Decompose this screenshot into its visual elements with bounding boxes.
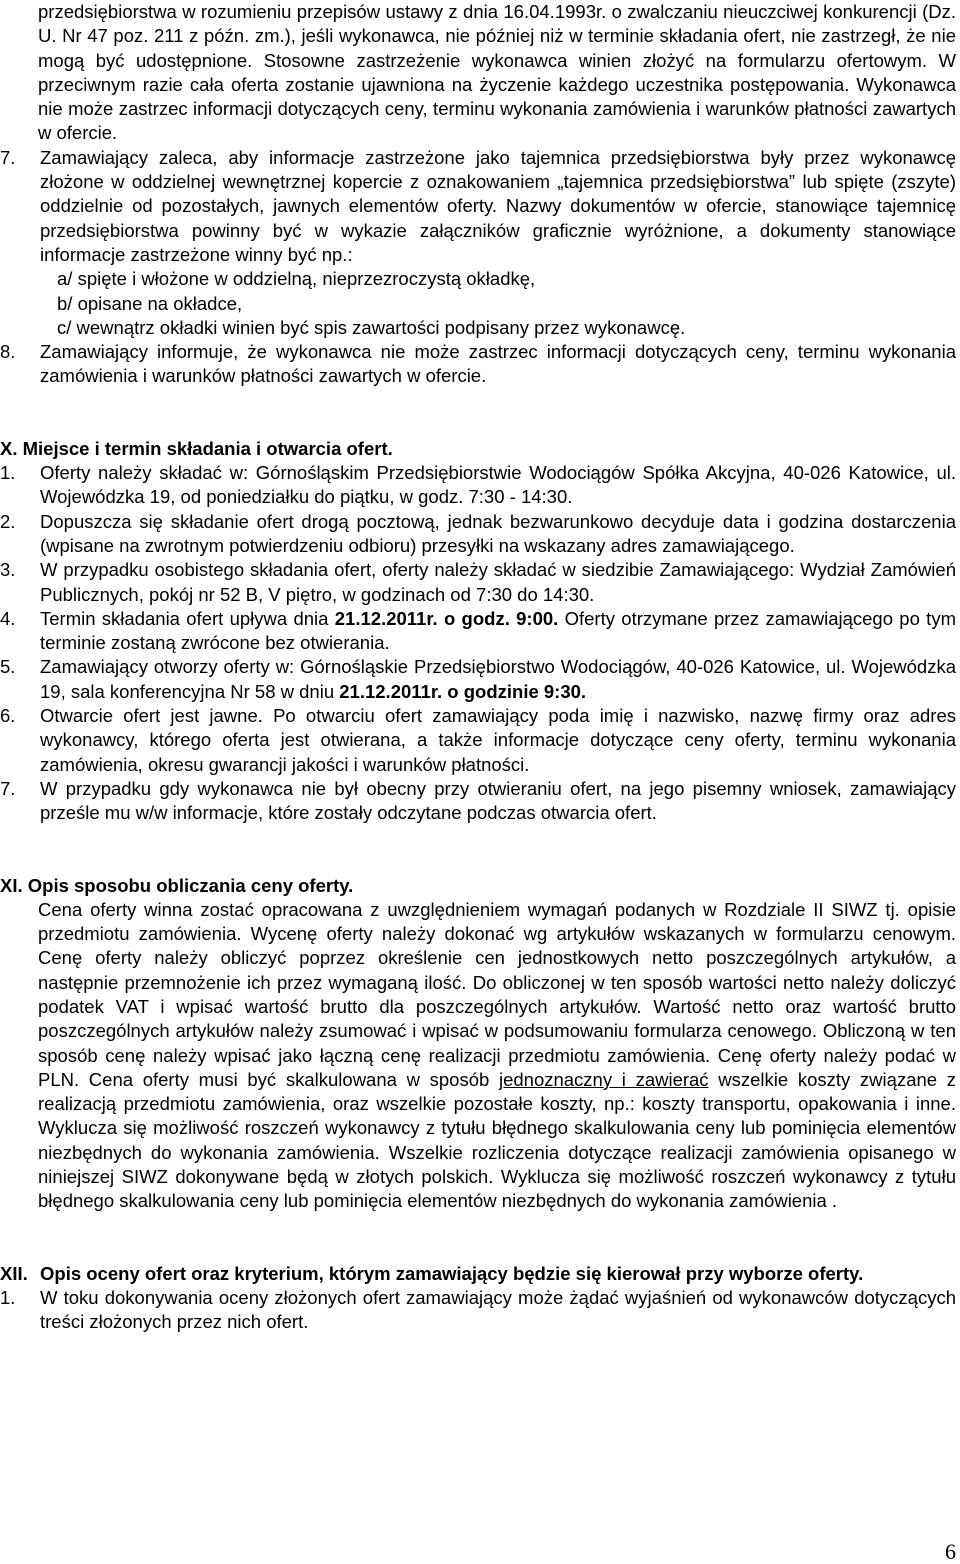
item-number: 7. (0, 777, 16, 799)
list-item (0, 704, 956, 777)
item-text: Otwarcie ofert jest jawne. Po otwarciu ofert zamawiający poda imię i nazwisko, nazwę firmy oraz adres wykonawcy, którego oferta jest otwierana, a także informacje dotyczące ceny oferty, terminu wykonania zamówienia, okresu gwarancji jakości i warunków płatności. (40, 705, 956, 775)
list-item (0, 510, 956, 559)
item-text: W przypadku gdy wykonawca nie był obecny przy otwieraniu ofert, na jego pisemny wniosek, zamawiający prześle mu w/w informacje, które zostały odczytane podczas otwarcia ofert. (40, 777, 956, 824)
list-item (0, 1286, 956, 1335)
item-text (40, 607, 956, 656)
item-number: 3. (0, 559, 16, 581)
item-text: Zamawiający zaleca, aby informacje zastrzeżone jako tajemnica przedsiębiorstwa były przez wykonawcę złożone w oddzielnej wewnętrznej kopercie z oznakowaniem „tajemnica przedsiębiorstwa” lub spięte (zszyte) oddzielnie od pozostałych, jawnych elementów oferty. Nazwy dokumentów w ofercie, stanowiące tajemnicę przedsiębiorstwa powinny być w wykazie załączników graficznie wyróżnione, a dokumenty stanowiące informacje zastrzeżone winny być np.: (40, 146, 956, 265)
section-heading-xii (0, 1262, 956, 1286)
paragraph-post: wszelkie koszty związane z realizacją przedmiotu zamówienia, oraz wszelkie pozostałe koszty, np.: koszty transportu, opakowania i inne. Wyklucza się możliwość roszczeń wykonawcy z tytułu błędnego skalkulowania ceny lub pominięcia elementów niezbędnych do wykonania zamówienia. Wszelkie rozliczenia dotyczące realizacji zamówienia opisanego w niniejszej SIWZ dokonywane będą w złotych polskich. Wyklucza się możliwość roszczeń wykonawcy z tytułu błędnego skalkulowania ceny lub pominięcia elementów niezbędnych do wykonania zamówienia . (38, 1068, 956, 1212)
item-number: 2. (0, 510, 16, 532)
item-number: 8. (0, 341, 16, 363)
item-number: 4. (0, 607, 16, 629)
item-number: 6. (0, 705, 16, 727)
paragraph-continuation: przedsiębiorstwa w rozumieniu przepisów ustawy z dnia 16.04.1993r. o zwalczaniu nieuczciwej konkurencji (Dz. U. Nr 47 poz. 211 z późn. zm.), jeśli wykonawca, nie później niż w terminie składania ofert, nie zastrzegł, że nie mogą być udostępnione. Stosowne zastrzeżenie wykonawca winien złożyć na formularzu ofertowym. W przeciwnym razie cała oferta zostanie ujawniona na życzenie każdego uczestnika postępowania. Wykonawca nie może zastrzec informacji dotyczących ceny, terminu wykonania zamówienia i warunków płatności zawartych w ofercie. (38, 1, 956, 144)
item-text: W przypadku osobistego składania ofert, oferty należy składać w siedzibie Zamawiającego: Wydział Zamówień Publicznych, pokój nr 52 B, V piętro, w godzinach od 7:30 do 14:30. (40, 559, 956, 605)
section-title: Opis oceny ofert oraz kryterium, którym zamawiający będzie się kierował przy wyborze oferty. (40, 1262, 864, 1284)
opening-date: 21.12.2011r. o godzinie 9:30. (339, 680, 587, 702)
item-text: W toku dokonywania oceny złożonych ofert zamawiający może żądać wyjaśnień od wykonawców dotyczących treści złożonych przez nich ofert. (40, 1286, 956, 1333)
underlined-phrase: jednoznaczny i zawierać (498, 1068, 709, 1090)
item-text-pre: Termin składania ofert upływa dnia (40, 607, 335, 629)
section-number: XII. (0, 1262, 28, 1284)
list-item (0, 777, 956, 826)
section-heading-x: X. Miejsce i termin składania i otwarcia ofert. (0, 437, 393, 459)
price-calculation-paragraph (38, 898, 956, 1214)
item-number: 7. (0, 146, 16, 168)
list-item (0, 655, 956, 704)
list-item (0, 558, 956, 607)
page-number: 6 (945, 1539, 956, 1564)
sub-item-b: b/ opisane na okładce, (57, 292, 243, 314)
sub-item-a: a/ spięte i włożone w oddzielną, nieprzezroczystą okładkę, (57, 268, 536, 290)
item-text-post: Oferty otrzymane przez zamawiającego po tym terminie zostaną zwrócone bez otwierania. (40, 607, 956, 654)
item-text: Zamawiający informuje, że wykonawca nie może zastrzec informacji dotyczących ceny, terminu wykonania zamówienia i warunków płatności zawartych w ofercie. (40, 341, 956, 387)
list-item (0, 607, 956, 656)
paragraph-pre: Cena oferty winna zostać opracowana z uwzględnieniem wymagań podanych w Rozdziale II SIWZ tj. opisie przedmiotu zamówienia. Wycenę oferty należy dokonać wg artykułów wskazanych w formularzu cenowym. Cenę oferty należy obliczyć poprzez określenie cen jednostkowych netto poszczególnych artykułów, a następnie przemnożenie ich przez wymaganą ilość. Do obliczonej w ten sposób wartości netto należy doliczyć podatek VAT i wpisać wartość brutto dla poszczególnych artykułów. Wartość netto oraz wartość brutto poszczególnych artykułów należy zsumować i wpisać w podsumowaniu formularza cenowego. Obliczoną w ten sposób cenę należy wpisać jako łączną cenę realizacji przedmiotu zamówienia. Cenę oferty należy podać w PLN. Cena oferty musi być skalkulowana w sposób (38, 898, 956, 1090)
deadline-date: 21.12.2011r. o godz. 9:00. (334, 607, 559, 629)
item-number: 5. (0, 656, 16, 678)
item-number: 1. (0, 1286, 16, 1308)
item-text (40, 655, 956, 704)
sub-item-c: c/ wewnątrz okładki winien być spis zawartości podpisany przez wykonawcę. (57, 316, 686, 338)
item-text-pre: Zamawiający otworzy oferty w: Górnośląskie Przedsiębiorstwo Wodociągów, 40-026 Katowice, ul. Wojewódzka 19, sala konferencyjna Nr 58 w dniu (40, 656, 956, 702)
list-item (0, 340, 956, 389)
list-item (0, 461, 956, 510)
item-text: Oferty należy składać w: Górnośląskim Przedsiębiorstwie Wodociągów Spółka Akcyjna, 40-026 Katowice, ul. Wojewódzka 19, od poniedziałku do piątku, w godz. 7:30 - 14:30. (40, 462, 956, 508)
section-heading-xi: XI. Opis sposobu obliczania ceny oferty. (0, 874, 354, 896)
list-item (0, 146, 956, 340)
item-text: Dopuszcza się składanie ofert drogą pocztową, jednak bezwarunkowo decyduje data i godzina dostarczenia (wpisane na zwrotnym potwierdzeniu odbioru) przesyłki na wskazany adres zamawiającego. (40, 510, 956, 556)
item-number: 1. (0, 462, 16, 484)
sub-list (40, 267, 956, 340)
